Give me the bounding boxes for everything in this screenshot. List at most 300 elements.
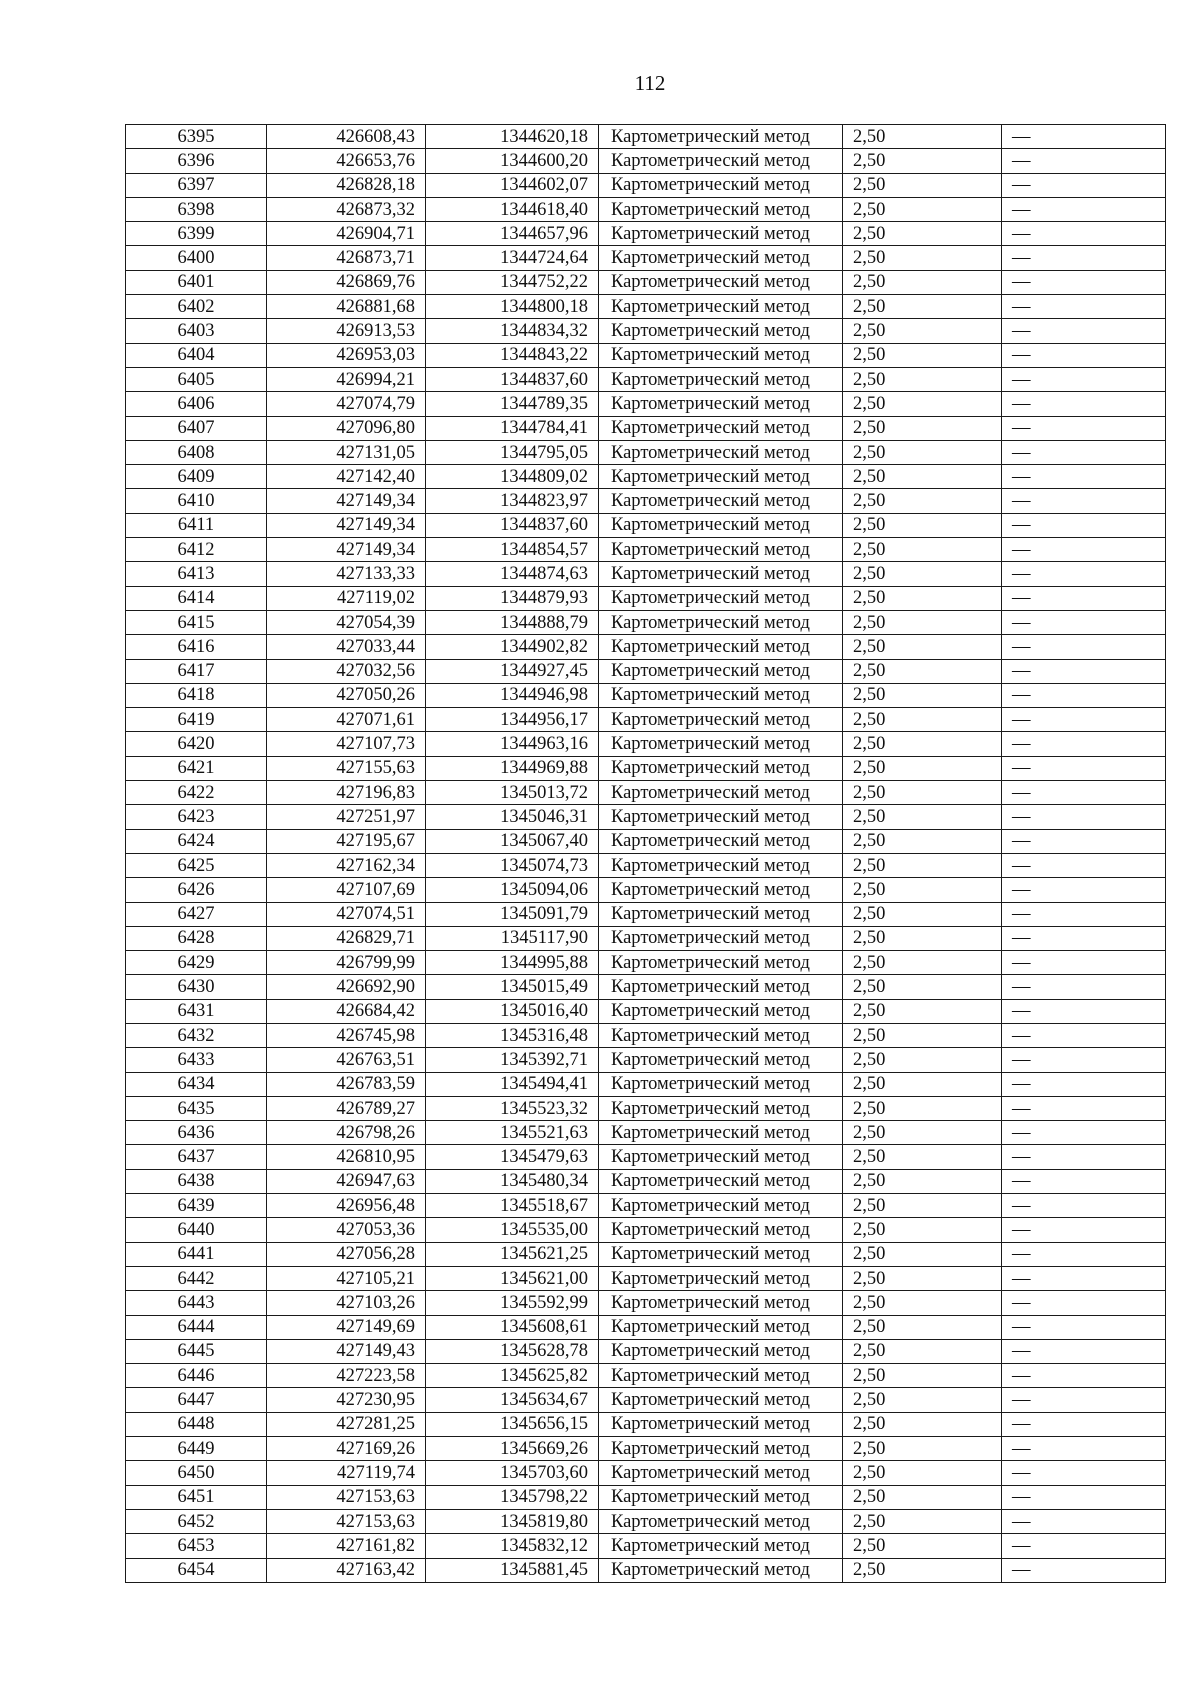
- method-cell: Картометрический метод: [599, 951, 843, 975]
- table-row: [126, 270, 1166, 294]
- y-coordinate-cell: 1344946,98: [426, 683, 599, 707]
- description-cell: —: [1002, 197, 1166, 221]
- accuracy-cell: 2,50: [843, 805, 1002, 829]
- description-cell: —: [1002, 125, 1166, 149]
- point-number-cell: 6447: [126, 1388, 267, 1412]
- y-coordinate-cell: 1345523,32: [426, 1096, 599, 1120]
- y-coordinate-cell: 1344874,63: [426, 562, 599, 586]
- accuracy-cell: 2,50: [843, 1266, 1002, 1290]
- method-cell: Картометрический метод: [599, 319, 843, 343]
- accuracy-cell: 2,50: [843, 538, 1002, 562]
- table-row: [126, 1048, 1166, 1072]
- table-row: [126, 1509, 1166, 1533]
- accuracy-cell: 2,50: [843, 149, 1002, 173]
- method-cell: Картометрический метод: [599, 781, 843, 805]
- x-coordinate-cell: 427056,28: [267, 1242, 426, 1266]
- x-coordinate-cell: 427050,26: [267, 683, 426, 707]
- method-cell: Картометрический метод: [599, 975, 843, 999]
- y-coordinate-cell: 1344784,41: [426, 416, 599, 440]
- x-coordinate-cell: 426783,59: [267, 1072, 426, 1096]
- method-cell: Картометрический метод: [599, 295, 843, 319]
- accuracy-cell: 2,50: [843, 1315, 1002, 1339]
- method-cell: Картометрический метод: [599, 1145, 843, 1169]
- x-coordinate-cell: 427230,95: [267, 1388, 426, 1412]
- y-coordinate-cell: 1344752,22: [426, 270, 599, 294]
- accuracy-cell: 2,50: [843, 392, 1002, 416]
- point-number-cell: 6440: [126, 1218, 267, 1242]
- accuracy-cell: 2,50: [843, 562, 1002, 586]
- table-row: [126, 1169, 1166, 1193]
- table-row: [126, 1534, 1166, 1558]
- table-row: [126, 1242, 1166, 1266]
- coordinates-table-container: [125, 124, 1165, 1583]
- y-coordinate-cell: 1345016,40: [426, 999, 599, 1023]
- x-coordinate-cell: 427131,05: [267, 440, 426, 464]
- y-coordinate-cell: 1345625,82: [426, 1364, 599, 1388]
- x-coordinate-cell: 427032,56: [267, 659, 426, 683]
- table-row: [126, 538, 1166, 562]
- y-coordinate-cell: 1345592,99: [426, 1291, 599, 1315]
- accuracy-cell: 2,50: [843, 1412, 1002, 1436]
- table-row: [126, 173, 1166, 197]
- y-coordinate-cell: 1344809,02: [426, 465, 599, 489]
- y-coordinate-cell: 1345656,15: [426, 1412, 599, 1436]
- y-coordinate-cell: 1344837,60: [426, 367, 599, 391]
- accuracy-cell: 2,50: [843, 1364, 1002, 1388]
- point-number-cell: 6401: [126, 270, 267, 294]
- y-coordinate-cell: 1344927,45: [426, 659, 599, 683]
- table-row: [126, 343, 1166, 367]
- accuracy-cell: 2,50: [843, 708, 1002, 732]
- y-coordinate-cell: 1345480,34: [426, 1169, 599, 1193]
- y-coordinate-cell: 1345015,49: [426, 975, 599, 999]
- point-number-cell: 6398: [126, 197, 267, 221]
- method-cell: Картометрический метод: [599, 1121, 843, 1145]
- y-coordinate-cell: 1345067,40: [426, 829, 599, 853]
- y-coordinate-cell: 1344789,35: [426, 392, 599, 416]
- accuracy-cell: 2,50: [843, 513, 1002, 537]
- description-cell: —: [1002, 1509, 1166, 1533]
- x-coordinate-cell: 427155,63: [267, 756, 426, 780]
- y-coordinate-cell: 1345392,71: [426, 1048, 599, 1072]
- method-cell: Картометрический метод: [599, 489, 843, 513]
- description-cell: —: [1002, 1339, 1166, 1363]
- method-cell: Картометрический метод: [599, 1169, 843, 1193]
- x-coordinate-cell: 426873,71: [267, 246, 426, 270]
- method-cell: Картометрический метод: [599, 562, 843, 586]
- x-coordinate-cell: 427162,34: [267, 853, 426, 877]
- accuracy-cell: 2,50: [843, 343, 1002, 367]
- accuracy-cell: 2,50: [843, 173, 1002, 197]
- y-coordinate-cell: 1345535,00: [426, 1218, 599, 1242]
- x-coordinate-cell: 427103,26: [267, 1291, 426, 1315]
- y-coordinate-cell: 1344657,96: [426, 222, 599, 246]
- point-number-cell: 6418: [126, 683, 267, 707]
- point-number-cell: 6438: [126, 1169, 267, 1193]
- x-coordinate-cell: 427281,25: [267, 1412, 426, 1436]
- y-coordinate-cell: 1344843,22: [426, 343, 599, 367]
- table-row: [126, 1558, 1166, 1582]
- accuracy-cell: 2,50: [843, 610, 1002, 634]
- point-number-cell: 6413: [126, 562, 267, 586]
- x-coordinate-cell: 426956,48: [267, 1194, 426, 1218]
- table-row: [126, 149, 1166, 173]
- method-cell: Картометрический метод: [599, 1412, 843, 1436]
- method-cell: Картометрический метод: [599, 1461, 843, 1485]
- accuracy-cell: 2,50: [843, 635, 1002, 659]
- description-cell: —: [1002, 781, 1166, 805]
- description-cell: —: [1002, 1096, 1166, 1120]
- accuracy-cell: 2,50: [843, 246, 1002, 270]
- description-cell: —: [1002, 1485, 1166, 1509]
- x-coordinate-cell: 427223,58: [267, 1364, 426, 1388]
- table-row: [126, 1339, 1166, 1363]
- accuracy-cell: 2,50: [843, 319, 1002, 343]
- description-cell: —: [1002, 1023, 1166, 1047]
- description-cell: —: [1002, 1169, 1166, 1193]
- method-cell: Картометрический метод: [599, 708, 843, 732]
- description-cell: —: [1002, 1218, 1166, 1242]
- x-coordinate-cell: 427196,83: [267, 781, 426, 805]
- table-row: [126, 295, 1166, 319]
- accuracy-cell: 2,50: [843, 1534, 1002, 1558]
- table-row: [126, 1388, 1166, 1412]
- description-cell: —: [1002, 465, 1166, 489]
- description-cell: —: [1002, 246, 1166, 270]
- accuracy-cell: 2,50: [843, 125, 1002, 149]
- method-cell: Картометрический метод: [599, 1218, 843, 1242]
- table-row: [126, 1072, 1166, 1096]
- accuracy-cell: 2,50: [843, 1023, 1002, 1047]
- table-row: [126, 610, 1166, 634]
- x-coordinate-cell: 427071,61: [267, 708, 426, 732]
- accuracy-cell: 2,50: [843, 999, 1002, 1023]
- y-coordinate-cell: 1344963,16: [426, 732, 599, 756]
- description-cell: —: [1002, 732, 1166, 756]
- y-coordinate-cell: 1345798,22: [426, 1485, 599, 1509]
- x-coordinate-cell: 426873,32: [267, 197, 426, 221]
- x-coordinate-cell: 427195,67: [267, 829, 426, 853]
- point-number-cell: 6445: [126, 1339, 267, 1363]
- method-cell: Картометрический метод: [599, 999, 843, 1023]
- x-coordinate-cell: 427107,69: [267, 878, 426, 902]
- x-coordinate-cell: 427033,44: [267, 635, 426, 659]
- point-number-cell: 6402: [126, 295, 267, 319]
- table-row: [126, 367, 1166, 391]
- description-cell: —: [1002, 1291, 1166, 1315]
- point-number-cell: 6395: [126, 125, 267, 149]
- point-number-cell: 6444: [126, 1315, 267, 1339]
- description-cell: —: [1002, 149, 1166, 173]
- method-cell: Картометрический метод: [599, 659, 843, 683]
- description-cell: —: [1002, 975, 1166, 999]
- y-coordinate-cell: 1345608,61: [426, 1315, 599, 1339]
- description-cell: —: [1002, 343, 1166, 367]
- x-coordinate-cell: 427149,43: [267, 1339, 426, 1363]
- y-coordinate-cell: 1344618,40: [426, 197, 599, 221]
- y-coordinate-cell: 1345634,67: [426, 1388, 599, 1412]
- accuracy-cell: 2,50: [843, 1096, 1002, 1120]
- table-row: [126, 197, 1166, 221]
- description-cell: —: [1002, 1437, 1166, 1461]
- y-coordinate-cell: 1345621,00: [426, 1266, 599, 1290]
- method-cell: Картометрический метод: [599, 125, 843, 149]
- table-row: [126, 246, 1166, 270]
- table-row: [126, 1485, 1166, 1509]
- point-number-cell: 6421: [126, 756, 267, 780]
- point-number-cell: 6452: [126, 1509, 267, 1533]
- x-coordinate-cell: 427251,97: [267, 805, 426, 829]
- method-cell: Картометрический метод: [599, 1023, 843, 1047]
- y-coordinate-cell: 1344902,82: [426, 635, 599, 659]
- point-number-cell: 6400: [126, 246, 267, 270]
- y-coordinate-cell: 1344600,20: [426, 149, 599, 173]
- x-coordinate-cell: 426745,98: [267, 1023, 426, 1047]
- table-row: [126, 513, 1166, 537]
- method-cell: Картометрический метод: [599, 197, 843, 221]
- method-cell: Картометрический метод: [599, 829, 843, 853]
- method-cell: Картометрический метод: [599, 732, 843, 756]
- description-cell: —: [1002, 440, 1166, 464]
- accuracy-cell: 2,50: [843, 197, 1002, 221]
- table-row: [126, 222, 1166, 246]
- description-cell: —: [1002, 829, 1166, 853]
- point-number-cell: 6410: [126, 489, 267, 513]
- table-row: [126, 732, 1166, 756]
- x-coordinate-cell: 426869,76: [267, 270, 426, 294]
- point-number-cell: 6409: [126, 465, 267, 489]
- method-cell: Картометрический метод: [599, 1388, 843, 1412]
- table-row: [126, 1315, 1166, 1339]
- description-cell: —: [1002, 416, 1166, 440]
- accuracy-cell: 2,50: [843, 1169, 1002, 1193]
- x-coordinate-cell: 427054,39: [267, 610, 426, 634]
- table-row: [126, 562, 1166, 586]
- table-row: [126, 125, 1166, 149]
- y-coordinate-cell: 1344888,79: [426, 610, 599, 634]
- point-number-cell: 6396: [126, 149, 267, 173]
- x-coordinate-cell: 426653,76: [267, 149, 426, 173]
- point-number-cell: 6439: [126, 1194, 267, 1218]
- accuracy-cell: 2,50: [843, 732, 1002, 756]
- accuracy-cell: 2,50: [843, 853, 1002, 877]
- y-coordinate-cell: 1345046,31: [426, 805, 599, 829]
- method-cell: Картометрический метод: [599, 440, 843, 464]
- y-coordinate-cell: 1345628,78: [426, 1339, 599, 1363]
- accuracy-cell: 2,50: [843, 951, 1002, 975]
- accuracy-cell: 2,50: [843, 829, 1002, 853]
- method-cell: Картометрический метод: [599, 926, 843, 950]
- x-coordinate-cell: 426810,95: [267, 1145, 426, 1169]
- accuracy-cell: 2,50: [843, 1388, 1002, 1412]
- method-cell: Картометрический метод: [599, 1266, 843, 1290]
- description-cell: —: [1002, 270, 1166, 294]
- point-number-cell: 6420: [126, 732, 267, 756]
- x-coordinate-cell: 427053,36: [267, 1218, 426, 1242]
- y-coordinate-cell: 1345094,06: [426, 878, 599, 902]
- y-coordinate-cell: 1345494,41: [426, 1072, 599, 1096]
- y-coordinate-cell: 1344823,97: [426, 489, 599, 513]
- table-row: [126, 1266, 1166, 1290]
- description-cell: —: [1002, 1266, 1166, 1290]
- method-cell: Картометрический метод: [599, 1437, 843, 1461]
- point-number-cell: 6407: [126, 416, 267, 440]
- accuracy-cell: 2,50: [843, 1437, 1002, 1461]
- method-cell: Картометрический метод: [599, 902, 843, 926]
- description-cell: —: [1002, 319, 1166, 343]
- x-coordinate-cell: 427149,34: [267, 489, 426, 513]
- point-number-cell: 6405: [126, 367, 267, 391]
- y-coordinate-cell: 1344800,18: [426, 295, 599, 319]
- x-coordinate-cell: 427133,33: [267, 562, 426, 586]
- accuracy-cell: 2,50: [843, 295, 1002, 319]
- x-coordinate-cell: 427096,80: [267, 416, 426, 440]
- method-cell: Картометрический метод: [599, 805, 843, 829]
- description-cell: —: [1002, 878, 1166, 902]
- y-coordinate-cell: 1345091,79: [426, 902, 599, 926]
- y-coordinate-cell: 1344724,64: [426, 246, 599, 270]
- y-coordinate-cell: 1344879,93: [426, 586, 599, 610]
- point-number-cell: 6411: [126, 513, 267, 537]
- y-coordinate-cell: 1344995,88: [426, 951, 599, 975]
- method-cell: Картометрический метод: [599, 513, 843, 537]
- point-number-cell: 6454: [126, 1558, 267, 1582]
- point-number-cell: 6416: [126, 635, 267, 659]
- point-number-cell: 6443: [126, 1291, 267, 1315]
- point-number-cell: 6426: [126, 878, 267, 902]
- description-cell: —: [1002, 1412, 1166, 1436]
- table-row: [126, 465, 1166, 489]
- description-cell: —: [1002, 1048, 1166, 1072]
- description-cell: —: [1002, 586, 1166, 610]
- table-row: [126, 1461, 1166, 1485]
- method-cell: Картометрический метод: [599, 246, 843, 270]
- accuracy-cell: 2,50: [843, 659, 1002, 683]
- accuracy-cell: 2,50: [843, 1485, 1002, 1509]
- table-body: [126, 125, 1166, 1583]
- x-coordinate-cell: 426953,03: [267, 343, 426, 367]
- accuracy-cell: 2,50: [843, 1145, 1002, 1169]
- table-row: [126, 586, 1166, 610]
- method-cell: Картометрический метод: [599, 1315, 843, 1339]
- table-row: [126, 659, 1166, 683]
- y-coordinate-cell: 1345316,48: [426, 1023, 599, 1047]
- y-coordinate-cell: 1345819,80: [426, 1509, 599, 1533]
- accuracy-cell: 2,50: [843, 440, 1002, 464]
- description-cell: —: [1002, 538, 1166, 562]
- method-cell: Картометрический метод: [599, 173, 843, 197]
- method-cell: Картометрический метод: [599, 1242, 843, 1266]
- method-cell: Картометрический метод: [599, 1072, 843, 1096]
- description-cell: —: [1002, 926, 1166, 950]
- table-row: [126, 781, 1166, 805]
- point-number-cell: 6432: [126, 1023, 267, 1047]
- description-cell: —: [1002, 951, 1166, 975]
- description-cell: —: [1002, 173, 1166, 197]
- x-coordinate-cell: 427119,74: [267, 1461, 426, 1485]
- description-cell: —: [1002, 295, 1166, 319]
- accuracy-cell: 2,50: [843, 1461, 1002, 1485]
- x-coordinate-cell: 427153,63: [267, 1485, 426, 1509]
- x-coordinate-cell: 426994,21: [267, 367, 426, 391]
- accuracy-cell: 2,50: [843, 756, 1002, 780]
- description-cell: —: [1002, 367, 1166, 391]
- point-number-cell: 6403: [126, 319, 267, 343]
- method-cell: Картометрический метод: [599, 416, 843, 440]
- point-number-cell: 6419: [126, 708, 267, 732]
- y-coordinate-cell: 1344837,60: [426, 513, 599, 537]
- accuracy-cell: 2,50: [843, 1194, 1002, 1218]
- point-number-cell: 6414: [126, 586, 267, 610]
- table-row: [126, 1364, 1166, 1388]
- description-cell: —: [1002, 999, 1166, 1023]
- description-cell: —: [1002, 1121, 1166, 1145]
- description-cell: —: [1002, 1558, 1166, 1582]
- table-row: [126, 1218, 1166, 1242]
- description-cell: —: [1002, 513, 1166, 537]
- accuracy-cell: 2,50: [843, 781, 1002, 805]
- method-cell: Картометрический метод: [599, 465, 843, 489]
- description-cell: —: [1002, 1534, 1166, 1558]
- point-number-cell: 6417: [126, 659, 267, 683]
- point-number-cell: 6408: [126, 440, 267, 464]
- method-cell: Картометрический метод: [599, 1194, 843, 1218]
- x-coordinate-cell: 426763,51: [267, 1048, 426, 1072]
- table-row: [126, 1145, 1166, 1169]
- table-row: [126, 999, 1166, 1023]
- x-coordinate-cell: 426789,27: [267, 1096, 426, 1120]
- point-number-cell: 6423: [126, 805, 267, 829]
- description-cell: —: [1002, 853, 1166, 877]
- point-number-cell: 6453: [126, 1534, 267, 1558]
- description-cell: —: [1002, 1072, 1166, 1096]
- table-row: [126, 635, 1166, 659]
- accuracy-cell: 2,50: [843, 416, 1002, 440]
- x-coordinate-cell: 426828,18: [267, 173, 426, 197]
- description-cell: —: [1002, 683, 1166, 707]
- y-coordinate-cell: 1345013,72: [426, 781, 599, 805]
- description-cell: —: [1002, 1315, 1166, 1339]
- x-coordinate-cell: 427149,69: [267, 1315, 426, 1339]
- point-number-cell: 6450: [126, 1461, 267, 1485]
- point-number-cell: 6399: [126, 222, 267, 246]
- method-cell: Картометрический метод: [599, 1558, 843, 1582]
- method-cell: Картометрический метод: [599, 1509, 843, 1533]
- x-coordinate-cell: 427105,21: [267, 1266, 426, 1290]
- point-number-cell: 6451: [126, 1485, 267, 1509]
- x-coordinate-cell: 426799,99: [267, 951, 426, 975]
- accuracy-cell: 2,50: [843, 270, 1002, 294]
- x-coordinate-cell: 427074,79: [267, 392, 426, 416]
- point-number-cell: 6433: [126, 1048, 267, 1072]
- x-coordinate-cell: 427163,42: [267, 1558, 426, 1582]
- x-coordinate-cell: 427119,02: [267, 586, 426, 610]
- point-number-cell: 6431: [126, 999, 267, 1023]
- x-coordinate-cell: 427169,26: [267, 1437, 426, 1461]
- y-coordinate-cell: 1345669,26: [426, 1437, 599, 1461]
- point-number-cell: 6428: [126, 926, 267, 950]
- accuracy-cell: 2,50: [843, 1218, 1002, 1242]
- x-coordinate-cell: 427074,51: [267, 902, 426, 926]
- table-row: [126, 1437, 1166, 1461]
- method-cell: Картометрический метод: [599, 367, 843, 391]
- description-cell: —: [1002, 562, 1166, 586]
- table-row: [126, 440, 1166, 464]
- accuracy-cell: 2,50: [843, 975, 1002, 999]
- y-coordinate-cell: 1345703,60: [426, 1461, 599, 1485]
- table-row: [126, 902, 1166, 926]
- x-coordinate-cell: 427161,82: [267, 1534, 426, 1558]
